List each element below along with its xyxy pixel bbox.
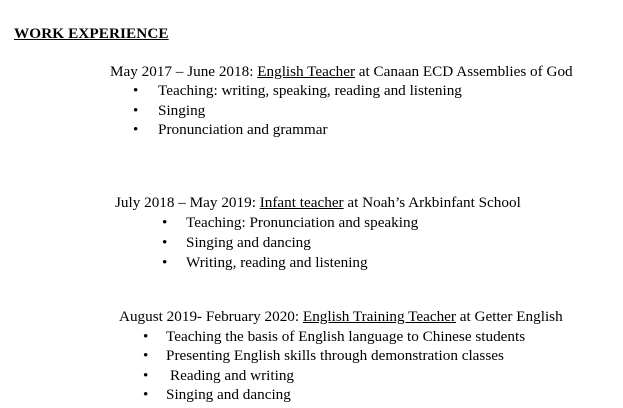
job-employer: at Canaan ECD Assemblies of God bbox=[358, 63, 573, 80]
job-dates: July 2018 – May 2019: bbox=[115, 194, 256, 211]
work-experience-heading: WORK EXPERIENCE bbox=[14, 25, 169, 42]
job-title-line bbox=[119, 309, 563, 324]
job-dates: May 2017 – June 2018: bbox=[110, 63, 254, 80]
list-item-text: Teaching: Pronunciation and speaking bbox=[186, 214, 419, 231]
list-item-text: Teaching the basis of English language to Chinese students bbox=[166, 328, 526, 345]
bullet-icon: • bbox=[133, 102, 139, 119]
bullet-icon: • bbox=[162, 254, 168, 271]
job-role: Infant teacher bbox=[259, 194, 344, 211]
bullet-icon: • bbox=[162, 214, 168, 231]
bullet-icon: • bbox=[133, 121, 139, 138]
job-role: English Teacher bbox=[257, 63, 355, 80]
job-title-line bbox=[115, 195, 521, 210]
bullet-icon: • bbox=[143, 347, 149, 364]
list-item-text: Presenting English skills through demonstration classes bbox=[166, 347, 504, 364]
bullet-icon: • bbox=[162, 234, 168, 251]
job-employer: at Noah’s Arkbinfant School bbox=[347, 194, 521, 211]
list-item-text: Singing and dancing bbox=[166, 386, 291, 403]
job-title-line bbox=[110, 64, 573, 79]
list-item-text: Singing bbox=[158, 102, 206, 119]
bullet-icon: • bbox=[143, 328, 149, 345]
list-item-text: Singing and dancing bbox=[186, 234, 311, 251]
bullet-icon: • bbox=[133, 82, 139, 99]
job-dates: August 2019- February 2020: bbox=[119, 308, 300, 325]
list-item-text: Pronunciation and grammar bbox=[158, 121, 328, 138]
list-item-text: Reading and writing bbox=[170, 367, 295, 384]
bullet-icon: • bbox=[143, 386, 149, 403]
list-item-text: Teaching: writing, speaking, reading and listening bbox=[158, 82, 462, 99]
job-employer: at Getter English bbox=[459, 308, 563, 325]
bullet-icon: • bbox=[143, 367, 149, 384]
list-item-text: Writing, reading and listening bbox=[186, 254, 368, 271]
job-role: English Training Teacher bbox=[302, 308, 456, 325]
